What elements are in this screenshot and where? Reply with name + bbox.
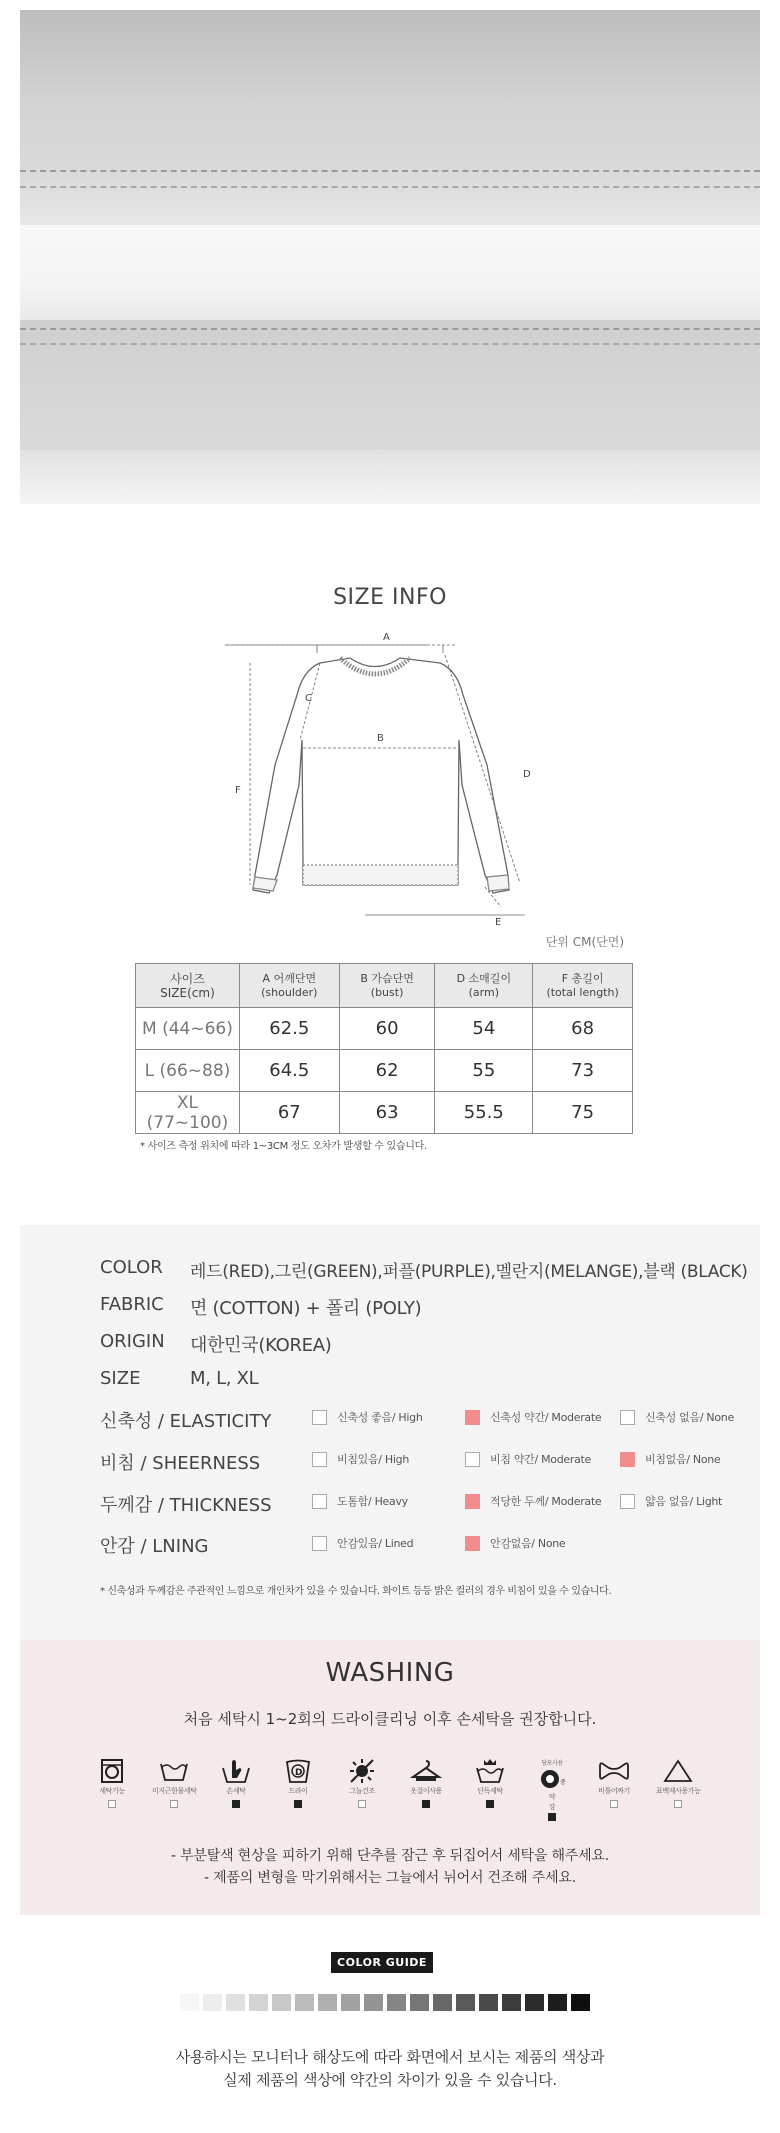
color-value: 레드(RED),그린(GREEN),퍼플(PURPLE),멜란지(MELANGE),블랙 (BLACK) <box>190 1262 748 1282</box>
washing-subtitle: 처음 세탁시 1~2회의 드라이클리닝 이후 손세탁을 권장합니다. <box>183 1710 597 1728</box>
color-swatch <box>502 1994 521 2011</box>
color-swatch <box>364 1994 383 2011</box>
color-swatch <box>341 1994 360 2011</box>
elasticity-option: 신축성 좋음/ High <box>312 1409 423 1425</box>
bust-cell: 62 <box>339 1050 435 1092</box>
elasticity-option: 신축성 없음/ None <box>620 1409 734 1425</box>
size-value: M, L, XL <box>190 1368 259 1389</box>
care-checkbox <box>610 1800 618 1808</box>
size-cell: L (66~88) <box>136 1050 240 1092</box>
fabric-detail-photo <box>20 10 760 504</box>
color-swatch <box>272 1994 291 2011</box>
lining-option: 안감없음/ None <box>465 1535 565 1551</box>
color-swatch <box>387 1994 406 2011</box>
origin-label: ORIGIN <box>100 1331 165 1352</box>
header-shoulder: A 어깨단면 (shoulder) <box>239 964 339 1008</box>
origin-value: 대한민국(KOREA) <box>190 1335 332 1356</box>
color-swatch <box>249 1994 268 2011</box>
checkbox <box>620 1494 635 1509</box>
washing-instruction: - 부분탈색 현상을 피하기 위해 단추를 잠근 후 뒤집어서 세탁을 해주세요. <box>171 1848 609 1864</box>
arm-cell: 55 <box>435 1050 533 1092</box>
checkbox-checked <box>465 1410 480 1425</box>
color-swatch <box>295 1994 314 2011</box>
color-swatch <box>203 1994 222 2011</box>
header-size: 사이즈 SIZE(cm) <box>136 964 240 1008</box>
color-guide-text: 사용하시는 모니터나 해상도에 따라 화면에서 보시는 제품의 색상과 <box>175 2048 605 2066</box>
hand-wash-icon: 손세탁 <box>214 1758 258 1808</box>
care-checkbox-checked <box>232 1800 240 1808</box>
fabric-fold <box>20 225 760 320</box>
checkbox-checked <box>465 1494 480 1509</box>
color-swatch <box>571 1994 590 2011</box>
sheerness-label: 비침 / SHEERNESS <box>100 1453 261 1474</box>
table-row <box>136 1008 633 1050</box>
washing-instruction: - 제품의 변형을 막기위해서는 그늘에서 뉘어서 건조해 주세요. <box>204 1870 576 1886</box>
diagram-label-b: B <box>377 733 384 744</box>
sheerness-option: 비침있음/ High <box>312 1451 409 1467</box>
seam-stitch <box>20 170 760 172</box>
size-label: SIZE <box>100 1368 141 1389</box>
spec-note: * 신축성과 두께감은 주관적인 느낌으로 개인차가 있을 수 있습니다. 화이트 등등 밝은 컬러의 경우 비침이 있을 수 있습니다. <box>100 1586 612 1597</box>
size-table <box>135 963 633 1134</box>
bust-cell: 63 <box>339 1092 435 1134</box>
diagram-label-f: F <box>235 785 241 796</box>
length-cell: 75 <box>533 1092 633 1134</box>
dry-clean-icon: D 드라이 <box>276 1758 320 1808</box>
sheerness-option: 비침없음/ None <box>620 1451 720 1467</box>
table-row <box>136 1092 633 1134</box>
care-checkbox-checked <box>294 1800 302 1808</box>
thickness-option: 도톰함/ Heavy <box>312 1493 408 1509</box>
size-info-title: SIZE INFO <box>333 585 447 610</box>
no-wring-icon: 비틀어짜기 <box>592 1758 636 1808</box>
thickness-option: 얇음 없음/ Light <box>620 1493 722 1509</box>
fabric-label: FABRIC <box>100 1294 164 1315</box>
sweatshirt-size-diagram <box>225 625 625 935</box>
diagram-label-d: D <box>523 769 531 780</box>
color-swatch <box>479 1994 498 2011</box>
care-checkbox <box>108 1800 116 1808</box>
elasticity-option: 신축성 약간/ Moderate <box>465 1409 601 1425</box>
care-checkbox-checked <box>486 1800 494 1808</box>
shoulder-cell: 62.5 <box>239 1008 339 1050</box>
thickness-option: 적당한 두께/ Moderate <box>465 1493 601 1509</box>
checkbox-checked <box>465 1536 480 1551</box>
seam-stitch <box>20 186 760 188</box>
color-swatch <box>318 1994 337 2011</box>
size-cell: M (44~66) <box>136 1008 240 1050</box>
length-cell: 68 <box>533 1008 633 1050</box>
color-swatch <box>226 1994 245 2011</box>
checkbox <box>312 1410 327 1425</box>
shade-dry-icon: 그늘건조 <box>340 1758 384 1808</box>
diagram-label-e: E <box>495 917 502 928</box>
washer-icon: 세탁기능 <box>90 1758 134 1808</box>
iron-icon: 당포사용 중 약 강 <box>530 1758 574 1821</box>
care-checkbox <box>358 1800 366 1808</box>
care-checkbox-checked <box>548 1813 556 1821</box>
diagram-label-a: A <box>383 632 390 643</box>
fabric-fold <box>20 450 760 504</box>
color-label: COLOR <box>100 1257 163 1278</box>
color-guide-text: 실제 제품의 색상에 약간의 차이가 있을 수 있습니다. <box>223 2071 557 2089</box>
washing-title: WASHING <box>325 1658 455 1688</box>
checkbox <box>312 1494 327 1509</box>
color-swatch <box>180 1994 199 2011</box>
grayscale-swatches <box>180 1994 590 2012</box>
shoulder-cell: 64.5 <box>239 1050 339 1092</box>
bleach-icon: 표백제사용가능 <box>656 1758 700 1808</box>
header-total-length: F 총길이 (total length) <box>533 964 633 1008</box>
checkbox <box>465 1452 480 1467</box>
arm-cell: 55.5 <box>435 1092 533 1134</box>
diagram-label-c: C <box>305 693 312 704</box>
table-row <box>136 1050 633 1092</box>
single-wash-icon: 단독세탁 <box>468 1758 512 1808</box>
care-checkbox <box>674 1800 682 1808</box>
svg-text:D: D <box>295 1768 303 1778</box>
seam-stitch <box>20 343 760 345</box>
color-swatch <box>410 1994 429 2011</box>
checkbox-checked <box>620 1452 635 1467</box>
checkbox <box>312 1452 327 1467</box>
thickness-label: 두께감 / THICKNESS <box>100 1495 272 1516</box>
fabric-fold <box>20 10 760 105</box>
header-arm: D 소매길이 (arm) <box>435 964 533 1008</box>
color-swatch <box>548 1994 567 2011</box>
checkbox <box>620 1410 635 1425</box>
size-note: * 사이즈 측정 위치에 따라 1~3CM 정도 오차가 발생할 수 있습니다. <box>140 1141 427 1152</box>
care-checkbox <box>170 1800 178 1808</box>
care-checkbox-checked <box>422 1800 430 1808</box>
checkbox <box>312 1536 327 1551</box>
svg-text:중: 중 <box>560 1779 566 1786</box>
product-spec-panel <box>20 1225 760 1640</box>
arm-cell: 54 <box>435 1008 533 1050</box>
seam-stitch <box>20 328 760 330</box>
length-cell: 73 <box>533 1050 633 1092</box>
size-cell: XL (77~100) <box>136 1092 240 1134</box>
sheerness-option: 비침 약간/ Moderate <box>465 1451 591 1467</box>
shoulder-cell: 67 <box>239 1092 339 1134</box>
fabric-value: 면 (COTTON) + 폴리 (POLY) <box>190 1298 422 1319</box>
lining-label: 안감 / LNING <box>100 1536 209 1557</box>
color-guide-badge: COLOR GUIDE <box>331 1952 433 1973</box>
elasticity-label: 신축성 / ELASTICITY <box>100 1411 272 1432</box>
bust-cell: 60 <box>339 1008 435 1050</box>
size-table-header <box>136 964 633 1008</box>
washing-panel <box>20 1640 760 1915</box>
header-bust: B 가슴단면 (bust) <box>339 964 435 1008</box>
color-swatch <box>525 1994 544 2011</box>
color-swatch <box>433 1994 452 2011</box>
care-icons <box>90 1758 700 1828</box>
hanger-dry-icon: 옷걸이사용 <box>404 1758 448 1808</box>
fabric-fold <box>20 105 760 225</box>
color-swatch <box>456 1994 475 2011</box>
lining-option: 안감있음/ Lined <box>312 1535 413 1551</box>
unit-label: 단위 CM(단면) <box>545 935 624 949</box>
mild-wash-icon: 미지근한물세탁 <box>152 1758 196 1808</box>
